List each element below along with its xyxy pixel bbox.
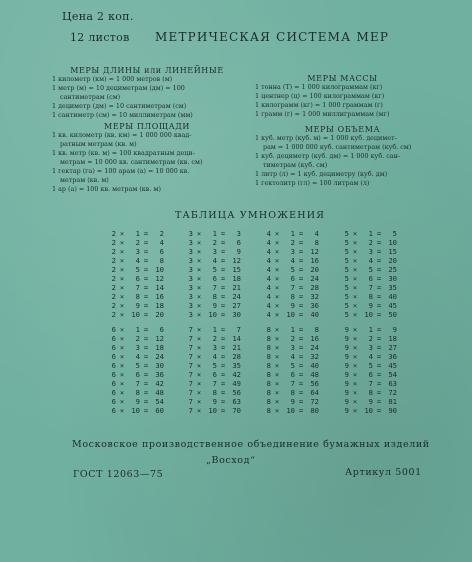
- gost-label: ГОСТ 12063—75: [73, 469, 164, 480]
- definition-line: 1 куб. метр (куб. м) = 1 000 куб. децимет-: [255, 134, 397, 142]
- multiplication-column-3: [184, 229, 241, 319]
- multiplication-row: 3 × 1 = 3: [188, 229, 241, 238]
- definition-line: 1 гектар (га) = 100 арам (а) = 10 000 кв.: [52, 167, 190, 175]
- sheets-count: 12 листов: [70, 31, 130, 44]
- definition-line: 1 кв. метр (кв. м) = 100 квадратным деци-: [52, 149, 195, 157]
- multiplication-row: 8 × 6 = 48: [266, 370, 319, 380]
- multiplication-row: 8 × 8 = 64: [266, 388, 319, 398]
- multiplication-row: 7 × 7 = 49: [188, 379, 241, 389]
- area-section: [52, 122, 242, 194]
- definition-line: метрам (кв. м): [60, 176, 109, 184]
- multiplication-row: 5 × 3 = 15: [344, 247, 397, 257]
- definition-line: ратным метрам (кв. м): [60, 140, 137, 148]
- definition-line: 1 центнер (ц) = 100 килограммам (кг): [255, 92, 385, 100]
- definition-line: 1 гектолитр (гл) = 100 литрам (л): [255, 179, 370, 187]
- multiplication-row: 6 × 3 = 18: [111, 343, 164, 353]
- multiplication-row: 8 × 2 = 16: [266, 334, 319, 344]
- multiplication-row: 4 × 5 = 20: [266, 265, 319, 275]
- multiplication-row: 2 × 4 = 8: [111, 256, 164, 266]
- multiplication-row: 3 × 5 = 15: [188, 265, 241, 275]
- definition-line: 1 кв. километр (кв. км) = 1 000 000 квад-: [52, 131, 192, 139]
- multiplication-row: 9 × 9 = 81: [344, 397, 397, 407]
- multiplication-row: 5 × 6 = 30: [344, 274, 397, 284]
- multiplication-row: 7 × 4 = 28: [188, 352, 241, 362]
- multiplication-row: 9 × 3 = 27: [344, 343, 397, 353]
- definition-line: 1 метр (м) = 10 дециметрам (дм) = 100: [52, 84, 185, 92]
- multiplication-row: 8 × 4 = 32: [266, 352, 319, 362]
- multiplication-row: 6 × 7 = 42: [111, 379, 164, 389]
- page-title: МЕТРИЧЕСКАЯ СИСТЕМА МЕР: [155, 30, 390, 44]
- multiplication-row: 9 × 2 = 18: [344, 334, 397, 344]
- multiplication-row: 5 × 9 = 45: [344, 301, 397, 311]
- org-brand: „Восход“: [206, 455, 256, 466]
- multiplication-row: 6 × 1 = 6: [111, 325, 164, 334]
- multiplication-row: 4 × 3 = 12: [266, 247, 319, 257]
- multiplication-row: 3 × 3 = 9: [188, 247, 241, 257]
- definition-line: 1 дециметр (дм) = 10 сантиметрам (см): [52, 102, 187, 110]
- multiplication-row: 5 × 4 = 20: [344, 256, 397, 266]
- multiplication-row: 2 × 8 = 16: [111, 292, 164, 302]
- multiplication-column-4: [262, 229, 319, 319]
- definition-line: 1 куб. дециметр (куб. дм) = 1 000 куб. сан-: [255, 152, 401, 160]
- multiplication-row: 4 × 8 = 32: [266, 292, 319, 302]
- price-label: Цена 2 коп.: [62, 10, 134, 23]
- multiplication-row: 2 × 6 = 12: [111, 274, 164, 284]
- multiplication-row: 8 × 3 = 24: [266, 343, 319, 353]
- multiplication-row: 2 × 2 = 4: [111, 238, 164, 248]
- multiplication-row: 7 × 2 = 14: [188, 334, 241, 344]
- multiplication-column-2: [107, 229, 164, 319]
- definition-line: 1 грамм (г) = 1 000 миллиграммам (мг): [255, 110, 390, 118]
- multiplication-row: 8 × 9 = 72: [266, 397, 319, 407]
- multiplication-row: 5 × 5 = 25: [344, 265, 397, 275]
- area-title: МЕРЫ ПЛОЩАДИ: [104, 122, 190, 131]
- multiplication-row: 5 × 2 = 10: [344, 238, 397, 248]
- multiplication-column-6: [107, 325, 164, 415]
- definition-line: 1 килограмм (кг) = 1 000 граммам (г): [255, 101, 383, 109]
- multiplication-row: 9 × 4 = 36: [344, 352, 397, 362]
- multiplication-row: 7 × 6 = 42: [188, 370, 241, 380]
- multiplication-row: 9 × 5 = 45: [344, 361, 397, 371]
- multiplication-row: 6 × 2 = 12: [111, 334, 164, 344]
- multiplication-row: 3 × 10 = 30: [188, 310, 241, 320]
- multiplication-row: 3 × 8 = 24: [188, 292, 241, 302]
- multiplication-row: 9 × 1 = 9: [344, 325, 397, 334]
- mass-title: МЕРЫ МАССЫ: [307, 74, 378, 83]
- volume-section: [255, 125, 430, 188]
- multiplication-row: 8 × 7 = 56: [266, 379, 319, 389]
- mass-list: [255, 83, 430, 119]
- multiplication-column-8: [262, 325, 319, 415]
- multiplication-row: 8 × 10 = 80: [266, 406, 319, 416]
- multiplication-row: 7 × 5 = 35: [188, 361, 241, 371]
- definition-line: сантиметрам (см): [60, 93, 121, 101]
- definition-line: 1 тонна (Т) = 1 000 килограммам (кг): [255, 83, 383, 91]
- definition-line: 1 километр (км) = 1 000 метров (м): [52, 75, 173, 83]
- multiplication-row: 3 × 4 = 12: [188, 256, 241, 266]
- multiplication-row: 3 × 2 = 6: [188, 238, 241, 248]
- length-title: МЕРЫ ДЛИНЫ или ЛИНЕЙНЫЕ: [70, 66, 224, 75]
- multiplication-row: 3 × 9 = 27: [188, 301, 241, 311]
- multiplication-column-9: [340, 325, 397, 415]
- definition-line: 1 литр (л) = 1 куб. дециметру (куб. дм): [255, 170, 388, 178]
- multiplication-row: 6 × 6 = 36: [111, 370, 164, 380]
- multiplication-row: 6 × 10 = 60: [111, 406, 164, 416]
- multiplication-row: 7 × 8 = 56: [188, 388, 241, 398]
- multiplication-row: 2 × 1 = 2: [111, 229, 164, 238]
- multiplication-row: 5 × 1 = 5: [344, 229, 397, 238]
- multiplication-row: 5 × 8 = 40: [344, 292, 397, 302]
- multiplication-row: 4 × 1 = 4: [266, 229, 319, 238]
- multiplication-row: 4 × 6 = 24: [266, 274, 319, 284]
- multiplication-row: 2 × 9 = 18: [111, 301, 164, 311]
- length-section: [52, 66, 242, 120]
- multiplication-row: 9 × 10 = 90: [344, 406, 397, 416]
- multiplication-row: 5 × 10 = 50: [344, 310, 397, 320]
- area-list: [52, 131, 242, 194]
- definition-line: тиметрам (куб. см): [263, 161, 328, 169]
- multiplication-row: 3 × 7 = 21: [188, 283, 241, 293]
- multiplication-row: 7 × 9 = 63: [188, 397, 241, 407]
- multiplication-row: 6 × 4 = 24: [111, 352, 164, 362]
- multiplication-row: 2 × 3 = 6: [111, 247, 164, 257]
- multiplication-row: 5 × 7 = 35: [344, 283, 397, 293]
- multiplication-row: 2 × 5 = 10: [111, 265, 164, 275]
- multiplication-row: 8 × 5 = 40: [266, 361, 319, 371]
- mass-section: [255, 74, 430, 119]
- multiplication-row: 9 × 6 = 54: [344, 370, 397, 380]
- multiplication-row: 9 × 7 = 63: [344, 379, 397, 389]
- article-label: Артикул 5001: [345, 467, 422, 478]
- definition-line: метрам = 10 000 кв. сантиметрам (кв. см): [60, 158, 203, 166]
- multiplication-row: 2 × 10 = 20: [111, 310, 164, 320]
- length-list: [52, 75, 242, 120]
- multiplication-row: 7 × 10 = 70: [188, 406, 241, 416]
- multiplication-row: 6 × 5 = 30: [111, 361, 164, 371]
- definition-line: рам = 1 000 000 куб. сантиметрам (куб. см): [263, 143, 412, 151]
- definition-line: 1 сантиметр (см) = 10 миллиметрам (мм): [52, 111, 193, 119]
- org-name: Московское производственное объединение бумажных изделий: [72, 439, 430, 450]
- volume-title: МЕРЫ ОБЪЕМА: [304, 125, 381, 134]
- multiplication-row: 4 × 9 = 36: [266, 301, 319, 311]
- multiplication-row: 7 × 1 = 7: [188, 325, 241, 334]
- multiplication-row: 9 × 8 = 72: [344, 388, 397, 398]
- volume-list: [255, 134, 430, 188]
- multiplication-title: ТАБЛИЦА УМНОЖЕНИЯ: [175, 210, 326, 221]
- multiplication-row: 8 × 1 = 8: [266, 325, 319, 334]
- definition-line: 1 ар (а) = 100 кв. метрам (кв. м): [52, 185, 161, 193]
- multiplication-row: 3 × 6 = 18: [188, 274, 241, 284]
- multiplication-column-7: [184, 325, 241, 415]
- multiplication-row: 6 × 8 = 48: [111, 388, 164, 398]
- multiplication-row: 4 × 10 = 40: [266, 310, 319, 320]
- multiplication-row: 7 × 3 = 21: [188, 343, 241, 353]
- multiplication-row: 6 × 9 = 54: [111, 397, 164, 407]
- multiplication-row: 2 × 7 = 14: [111, 283, 164, 293]
- multiplication-column-5: [340, 229, 397, 319]
- multiplication-row: 4 × 4 = 16: [266, 256, 319, 266]
- multiplication-row: 4 × 2 = 8: [266, 238, 319, 248]
- multiplication-row: 4 × 7 = 28: [266, 283, 319, 293]
